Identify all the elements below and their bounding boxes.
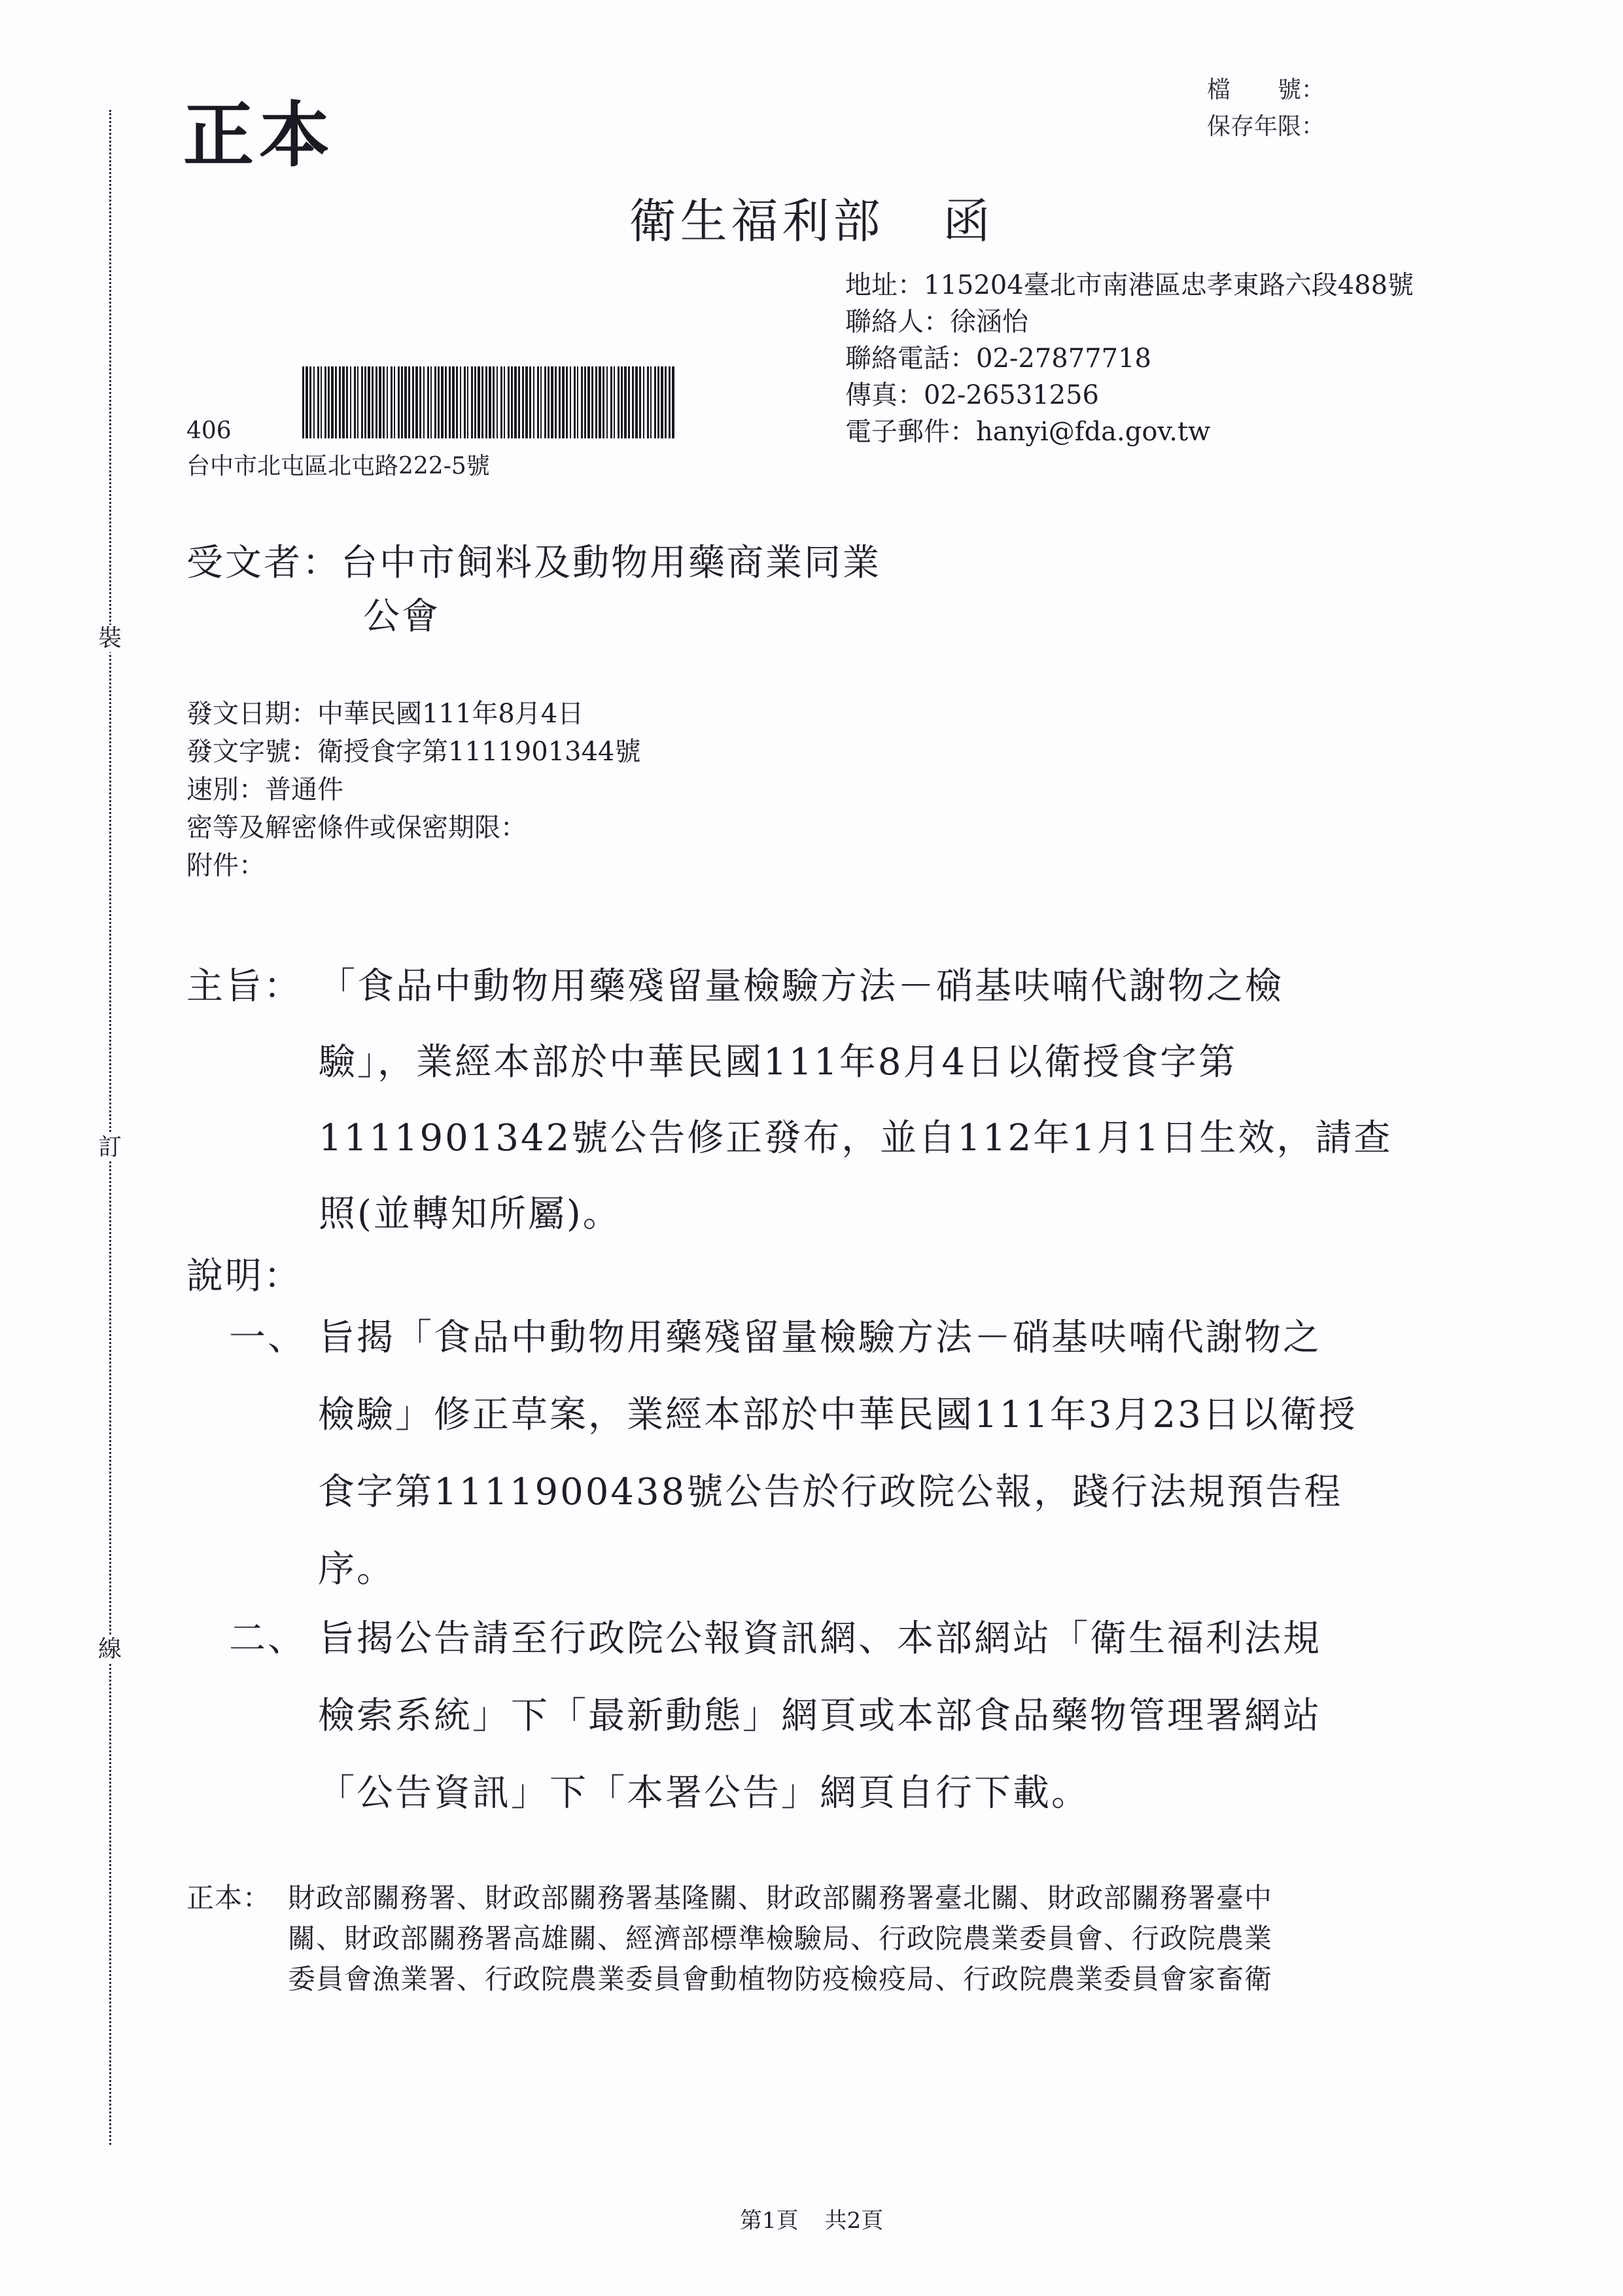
explanation-line: 檢索系統」下「最新動態」網頁或本部食品藥物管理署網站: [318, 1695, 1321, 1737]
document-title: [0, 183, 1623, 251]
issuing-organization: 衛生福利部: [629, 194, 884, 249]
subject-line: 「食品中動物用藥殘留量檢驗方法－硝基呋喃代謝物之檢: [319, 965, 1283, 1008]
sender-email: 電子郵件：hanyi@fda.gov.tw: [845, 417, 1211, 447]
binding-mark-xian: 線: [98, 1636, 122, 1663]
recipient-block: [186, 537, 881, 644]
retention-label: 保存年限：: [1207, 113, 1325, 140]
binding-mark-ding: 訂: [98, 1134, 122, 1161]
explanation-line: 序。: [318, 1548, 395, 1591]
postal-code: 406: [186, 417, 232, 444]
explanation-item-marker: 二、: [229, 1617, 306, 1660]
explanation-label: 說明：: [186, 1255, 302, 1298]
explanation-line: 旨揭公告請至行政院公報資訊網、本部網站「衛生福利法規: [318, 1617, 1321, 1660]
recipient-label: 受文者：: [186, 542, 341, 584]
recipient-address: [186, 414, 490, 484]
subject-label: 主旨：: [186, 965, 302, 1008]
sender-address: 地址：115204臺北市南港區忠孝東路六段488號: [845, 270, 1414, 300]
page-current: 第1頁: [739, 2208, 799, 2234]
copies-to-line: 財政部關務署、財政部關務署基隆關、財政部關務署臺北關、財政部關務署臺中: [288, 1882, 1273, 1914]
explanation-item-marker: 一、: [229, 1316, 306, 1359]
document-number: 發文字號：衛授食字第1111901344號: [186, 737, 641, 767]
page-number: [0, 2202, 1623, 2234]
sender-contact-person: 聯絡人：徐涵怡: [845, 307, 1028, 337]
recipient-name-line2: 公會: [363, 595, 440, 638]
attachment: 附件：: [186, 851, 265, 881]
explanation-line: 旨揭「食品中動物用藥殘留量檢驗方法－硝基呋喃代謝物之: [318, 1316, 1321, 1359]
archive-info: [1207, 72, 1325, 145]
subject-line: 照(並轉知所屬)。: [319, 1193, 621, 1235]
copies-to-label: 正本：: [186, 1882, 271, 1914]
copies-to-line: 關、財政部關務署高雄關、經濟部標準檢驗局、行政院農業委員會、行政院農業: [288, 1922, 1273, 1954]
document-type: 函: [943, 194, 994, 249]
secrecy-level: 密等及解密條件或保密期限：: [186, 813, 527, 843]
sender-contact-block: [845, 267, 1414, 450]
explanation-line: 檢驗」修正草案，業經本部於中華民國111年3月23日以衛授: [318, 1394, 1357, 1436]
copy-mark-original: 正本: [183, 94, 336, 177]
explanation-line: 「公告資訊」下「本署公告」網頁自行下載。: [318, 1772, 1090, 1814]
binding-dotted-line: [109, 110, 111, 2145]
binding-mark-zhuang: 裝: [98, 625, 122, 652]
subject-line: 驗」，業經本部於中華民國111年8月4日以衛授食字第: [319, 1041, 1238, 1084]
street-address: 台中市北屯區北屯路222-5號: [186, 453, 490, 480]
recipient-name-line1: 台中市飼料及動物用藥商業同業: [341, 542, 881, 584]
copies-to-line: 委員會漁業署、行政院農業委員會動植物防疫檢疫局、行政院農業委員會家畜衛: [288, 1963, 1273, 1995]
subject-line: 1111901342號公告修正發布，並自112年1月1日生效，請查: [319, 1117, 1393, 1159]
issue-date: 發文日期：中華民國111年8月4日: [186, 699, 584, 729]
document-meta: [186, 695, 641, 885]
sender-phone: 聯絡電話：02-27877718: [845, 344, 1152, 374]
explanation-line: 食字第1111900438號公告於行政院公報，踐行法規預告程: [318, 1471, 1343, 1513]
page-total: 共2頁: [824, 2208, 884, 2234]
sender-fax: 傳真：02-26531256: [845, 380, 1100, 410]
file-number-label: 檔 號：: [1207, 77, 1325, 103]
delivery-speed: 速別：普通件: [186, 775, 343, 805]
